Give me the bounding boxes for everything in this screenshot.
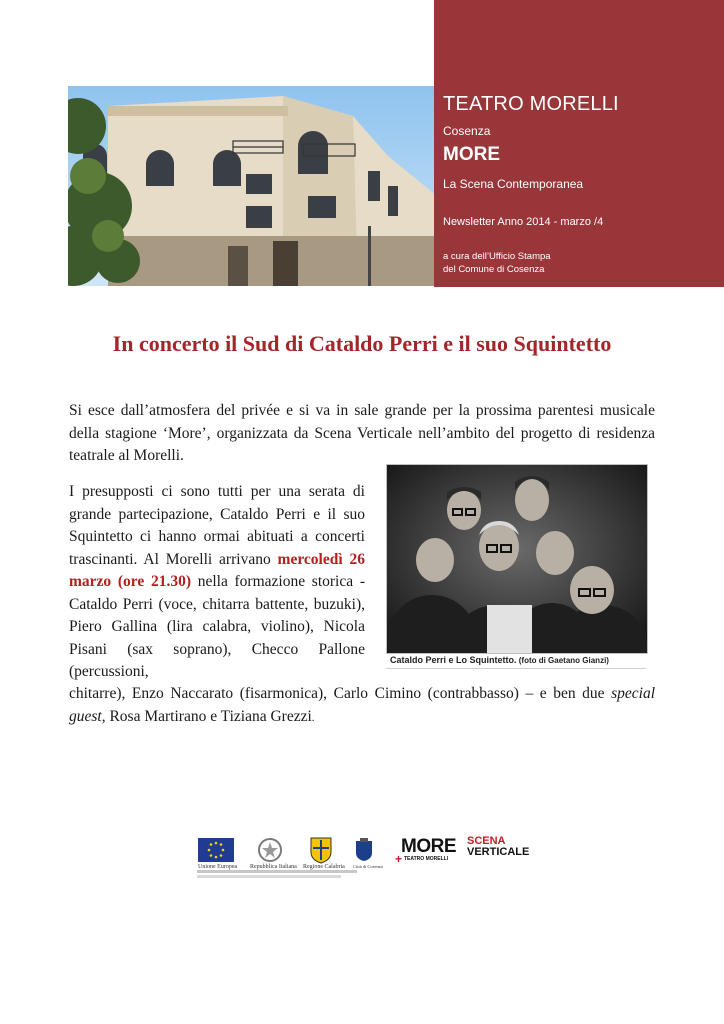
italian-emblem-icon xyxy=(257,836,283,864)
cosenza-emblem-icon xyxy=(355,838,373,862)
more-logo-sub: TEATRO MORELLI xyxy=(404,856,449,862)
body-text-start: I presupposti ci sono tutti per una serata di grande partecipazione, Cataldo Perri e il suo Squintetto ci hanno ormai abituati a concerti trascinanti. Al Morelli arrivano xyxy=(69,483,365,568)
eu-label: Unione Europea xyxy=(198,864,238,870)
end-text-guests: , Rosa Martirano e Tiziana Grezzi xyxy=(101,707,312,725)
photo-caption xyxy=(390,655,609,665)
funding-fineprint xyxy=(197,870,357,878)
band-photo xyxy=(386,464,648,654)
calabria-label: Regione Calabria xyxy=(303,864,345,870)
article-paragraph-intro: Si esce dall’atmosfera del privée e si va in sale grande per la prossima parentesi musicale della stagione ‘More’, organizzata da Scena Verticale nell’ambito del progetto di residenza teatrale al Morelli. xyxy=(69,402,655,464)
eu-flag-icon xyxy=(198,838,234,862)
more-logo-text: MORE xyxy=(401,836,456,857)
end-text-start: chitarre), Enzo Naccarato (fisarmonica), Carlo Cimino (contrabbasso) – e ben due xyxy=(69,685,612,702)
theatre-building-photo xyxy=(68,86,437,286)
brand-name: MORE xyxy=(443,144,500,165)
brand-subtitle: La Scena Contemporanea xyxy=(443,177,584,191)
calabria-emblem-icon xyxy=(309,836,333,864)
article-headline: In concerto il Sud di Cataldo Perri e il suo Squintetto xyxy=(112,331,612,356)
concert-date: mercoledì 26 marzo (ore 21.30) xyxy=(69,550,365,590)
italy-label: Repubblica Italiana xyxy=(250,864,297,870)
article-paragraph-end xyxy=(69,683,655,729)
photo-caption-credit: (foto di Gaetano Gianzi) xyxy=(516,656,609,665)
cosenza-label: Città di Cosenza xyxy=(353,864,383,869)
end-period: . xyxy=(311,711,315,724)
editor-credit xyxy=(443,250,551,276)
newsletter-issue: Newsletter Anno 2014 - marzo /4 xyxy=(443,216,604,228)
theatre-name: TEATRO MORELLI xyxy=(443,93,619,115)
photo-caption-title: Cataldo Perri e Lo Squintetto. xyxy=(390,655,517,665)
body-text-lineup: nella formazione storica - Cataldo Perri (voce, chitarra battente, buzuki), Piero Gallina (lira calabra, violino), Nicola Pisani (sax soprano), Checco Pallone (percussioni, xyxy=(69,573,365,680)
masthead-panel xyxy=(434,0,724,287)
special-guest-text: special guest xyxy=(69,685,655,725)
article-paragraph-body xyxy=(69,481,365,684)
editor-credit-line2: del Comune di Cosenza xyxy=(443,264,545,275)
caption-divider xyxy=(386,668,646,669)
scena-verticale-logo xyxy=(467,836,537,866)
more-logo xyxy=(395,836,461,866)
scena-text: SCENA xyxy=(467,835,506,847)
editor-credit-line1: a cura dell’Ufficio Stampa xyxy=(443,251,551,262)
plus-icon: + xyxy=(395,852,403,866)
verticale-text: VERTICALE xyxy=(467,846,530,858)
city-name: Cosenza xyxy=(443,124,491,138)
